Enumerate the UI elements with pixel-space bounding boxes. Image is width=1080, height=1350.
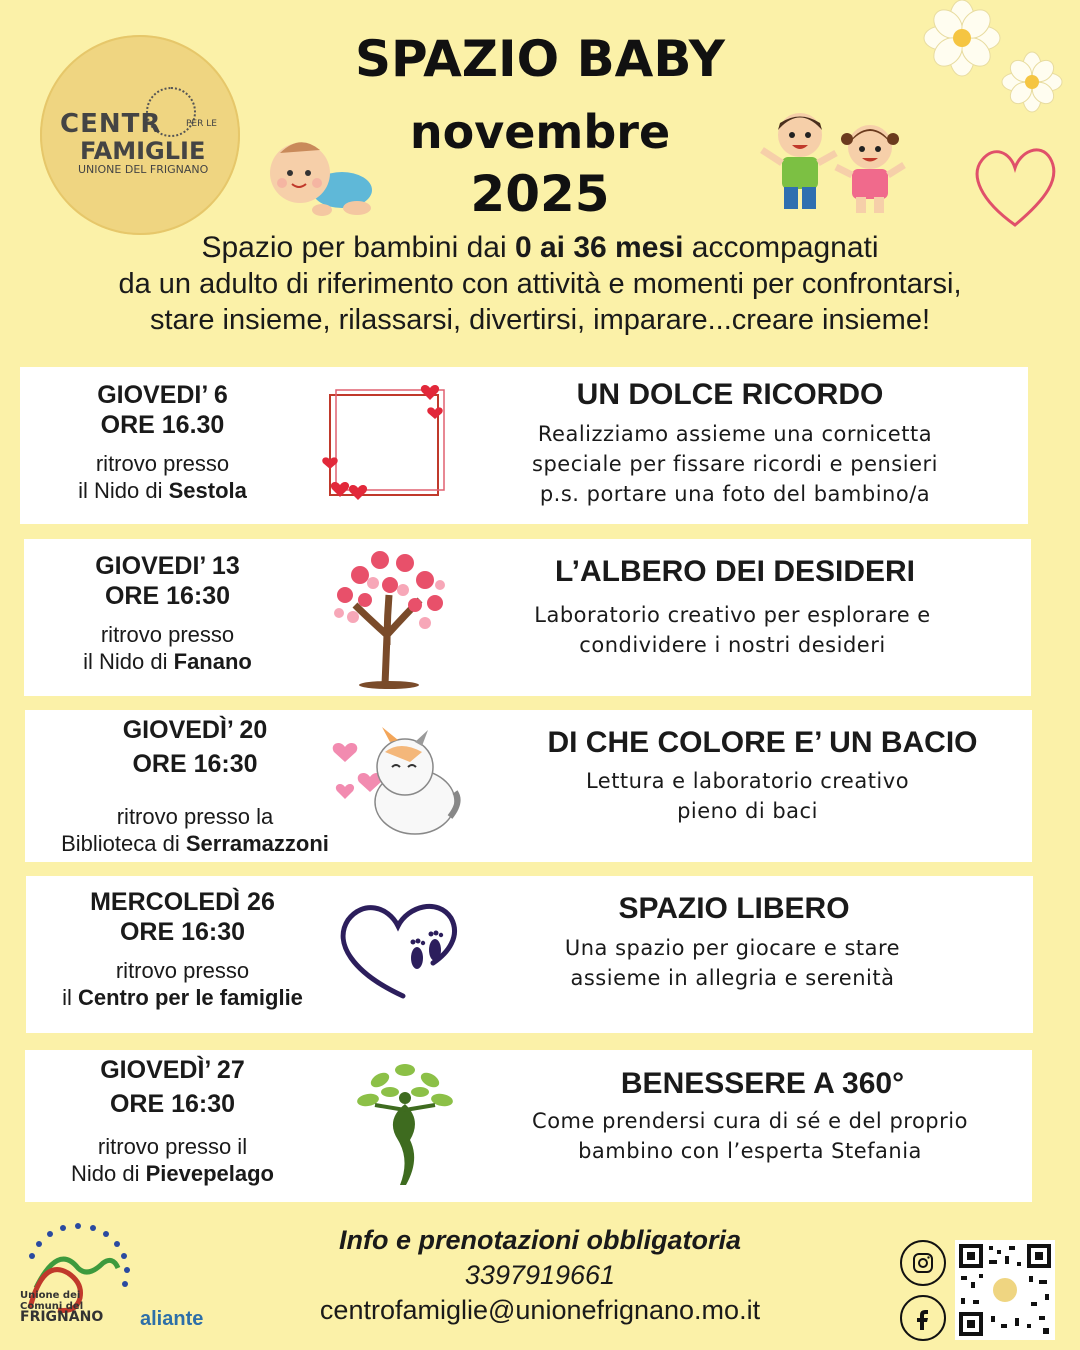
logo-line3: UNIONE DEL FRIGNANO [78, 163, 209, 176]
event-desc-line: Lettura e laboratorio creativo [585, 769, 910, 793]
event-desc-line: condividere i nostri desideri [579, 633, 886, 657]
instagram-icon[interactable] [900, 1240, 946, 1286]
footer-info-title: Info e prenotazioni obbligatoria [339, 1225, 741, 1255]
event-place [40, 450, 285, 504]
intro-line2: da un adulto di riferimento con attività e momenti per confrontarsi, [118, 268, 962, 300]
event-place2-pre: il Nido di [78, 478, 169, 503]
event-place2-pre: il [62, 985, 78, 1010]
leaf-person-icon [350, 1060, 460, 1190]
event-when [45, 551, 290, 675]
intro-bold: 0 ai 36 mesi [514, 231, 684, 264]
event-place1: ritrovo presso [95, 451, 230, 476]
event-place2-pre: Nido di [71, 1161, 146, 1186]
event-desc-line: p.s. portare una foto del bambino/a [539, 482, 931, 506]
intro-part2: accompagnati [683, 231, 879, 264]
unione-line3: FRIGNANO [20, 1309, 104, 1325]
event-time: ORE 16.30 [100, 411, 225, 439]
event-desc-line: Come prendersi cura di sé e del proprio [532, 1109, 968, 1133]
logo-line2: FAMIGLIE [80, 137, 206, 165]
event-day: MERCOLEDÌ 26 [90, 888, 275, 916]
intro-line1 [0, 230, 1080, 266]
aliante-logo [140, 1308, 203, 1331]
event-place2-pre: il Nido di [83, 649, 174, 674]
event-title: L’ALBERO DEI DESIDERI [554, 555, 916, 588]
heart-footprints-icon [333, 898, 463, 1003]
logo-perle: PER LE [186, 119, 217, 129]
event-desc-line: Realizziamo assieme una cornicetta [537, 422, 933, 446]
event-title: UN DOLCE RICORDO [576, 378, 884, 411]
event-time: ORE 16:30 [119, 918, 246, 946]
event-desc [470, 1106, 1030, 1166]
logo-line1: CENTR [60, 109, 162, 139]
event-desc [455, 933, 1010, 993]
heart-frame-icon [320, 380, 450, 510]
footer-phone[interactable]: 3397919661 [464, 1260, 616, 1290]
event-place2-pre: Biblioteca di [61, 831, 186, 856]
event-place1: ritrovo presso [100, 622, 235, 647]
event-desc-line: Laboratorio creativo per esplorare e [534, 603, 931, 627]
event-desc-line: pieno di baci [677, 799, 818, 823]
event-when [30, 887, 335, 1011]
page-title: SPAZIO BABY [355, 30, 725, 88]
event-place1: ritrovo presso il [97, 1134, 248, 1159]
event-day: GIOVEDÌ’ 20 [122, 716, 268, 744]
event-place [45, 1133, 300, 1187]
event-place2-bold: Pievepelago [145, 1161, 274, 1186]
event-time: ORE 16:30 [109, 1090, 236, 1118]
facebook-icon[interactable] [900, 1295, 946, 1341]
intro-part1: Spazio per bambini dai [201, 231, 515, 264]
page-year: 2025 [470, 165, 610, 223]
unione-line2: Comuni del [20, 1301, 84, 1312]
qr-code-icon[interactable] [955, 1240, 1055, 1340]
aliante-a: a [140, 1308, 152, 1330]
footer-email[interactable]: centrofamiglie@unionefrignano.mo.it [319, 1295, 761, 1325]
event-desc [470, 766, 1025, 826]
event-time: ORE 16:30 [104, 582, 231, 610]
event-desc-line: Una spazio per giocare e stare [564, 936, 901, 960]
page-month: novembre [409, 105, 671, 159]
unione-frignano-text [20, 1290, 103, 1323]
event-place1: ritrovo presso la [116, 804, 274, 829]
event-title: SPAZIO LIBERO [618, 892, 850, 925]
event-day: GIOVEDI’ 6 [97, 381, 228, 409]
event-desc-line: bambino con l’esperta Stefania [578, 1139, 922, 1163]
unione-line1: Unione dei [20, 1290, 81, 1301]
event-place2-bold: Sestola [168, 478, 247, 503]
event-place [30, 957, 335, 1011]
intro-text [0, 230, 1080, 338]
event-place2-bold: Serramazzoni [185, 831, 329, 856]
event-desc-line: assieme in allegria e serenità [570, 966, 895, 990]
event-place [30, 803, 360, 857]
aliante-rest: liante [151, 1308, 204, 1330]
event-when [45, 1055, 300, 1187]
event-when [40, 380, 285, 504]
event-when [30, 715, 360, 857]
event-desc [455, 600, 1010, 660]
kissing-cat-icon [330, 722, 465, 842]
heart-tree-icon [325, 545, 455, 690]
intro-line3: stare insieme, rilassarsi, divertirsi, imparare...creare insieme! [150, 304, 930, 336]
event-day: GIOVEDÌ’ 27 [100, 1056, 245, 1084]
event-place1: ritrovo presso [115, 958, 250, 983]
event-place [45, 621, 290, 675]
event-desc [455, 419, 1015, 509]
event-place2-bold: Fanano [173, 649, 252, 674]
event-desc-line: speciale per fissare ricordi e pensieri [532, 452, 938, 476]
event-place2-bold: Centro per le famiglie [77, 985, 303, 1010]
event-title: BENESSERE A 360° [620, 1067, 905, 1100]
event-day: GIOVEDI’ 13 [95, 552, 240, 580]
event-title: DI CHE COLORE E’ UN BACIO [547, 726, 978, 759]
event-time: ORE 16:30 [132, 750, 258, 778]
